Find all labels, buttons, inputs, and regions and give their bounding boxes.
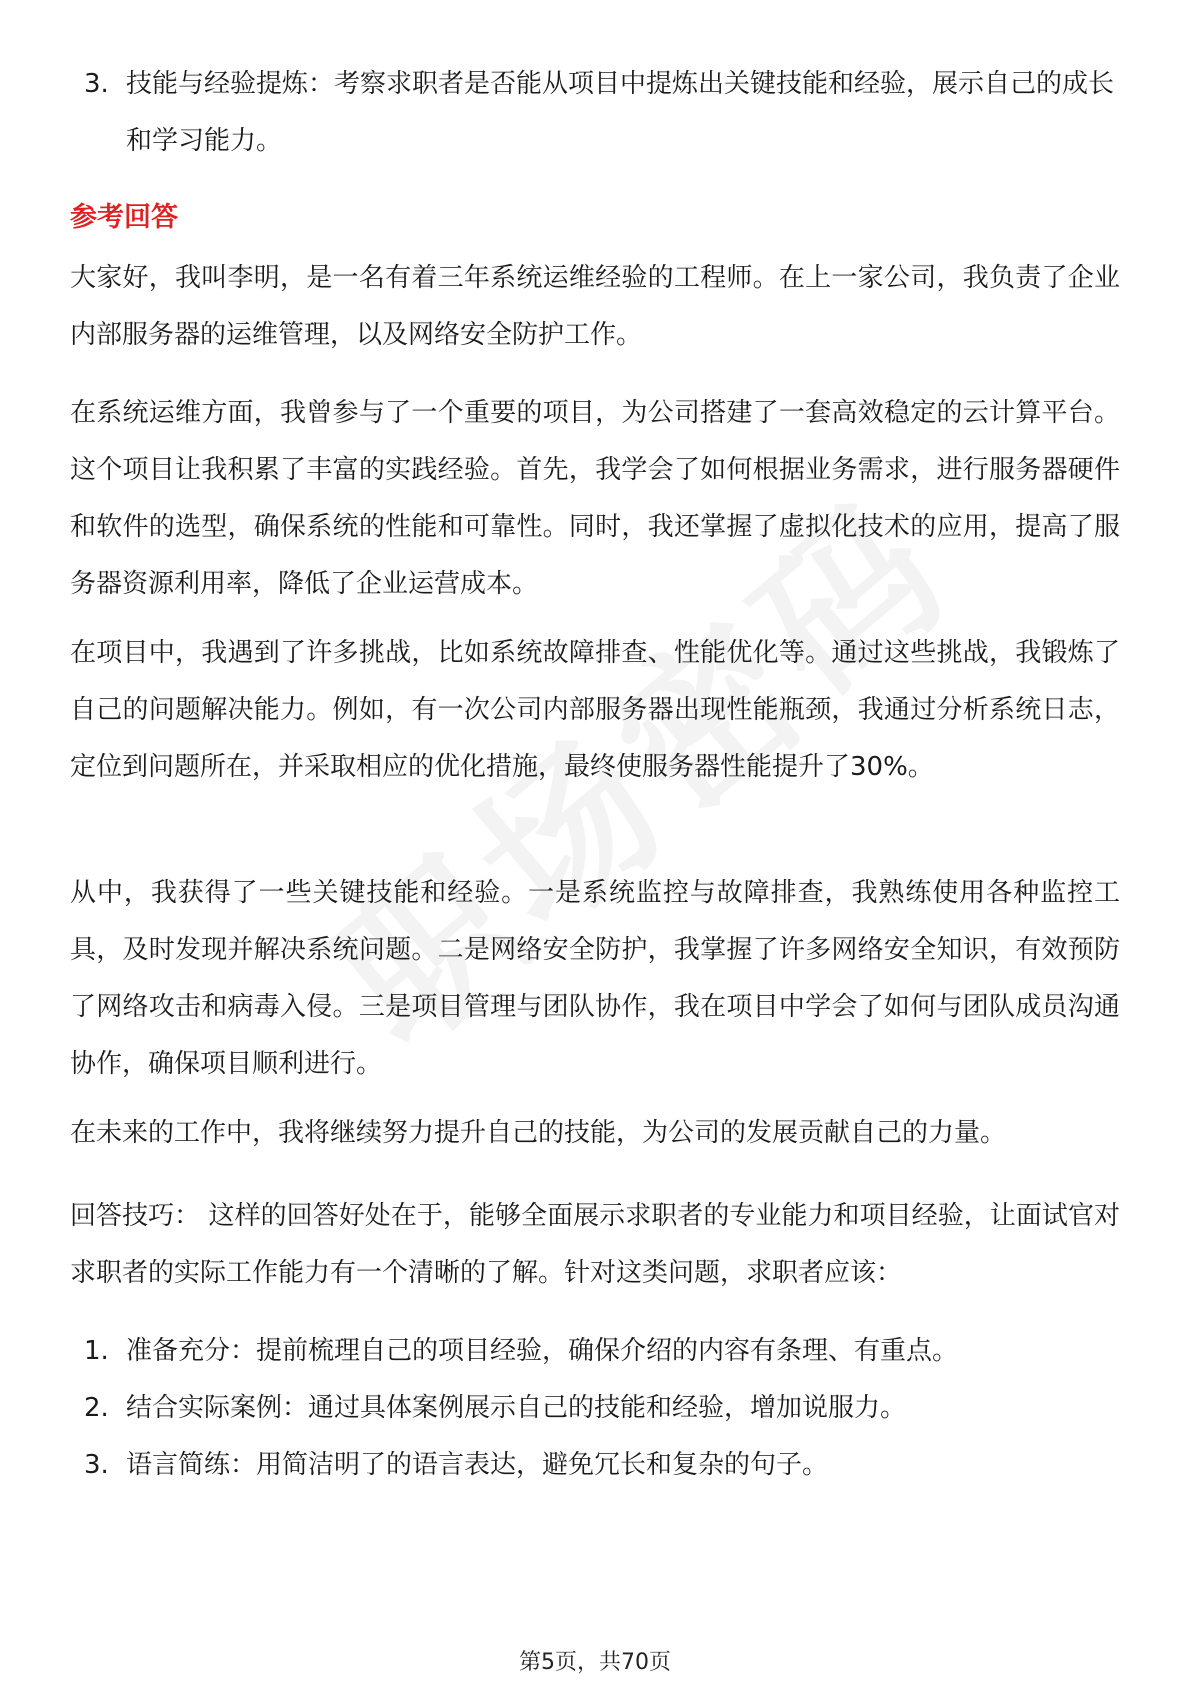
list-text: 准备充分：提前梳理自己的项目经验，确保介绍的内容有条理、有重点。 xyxy=(126,1336,959,1366)
list-number: 1. xyxy=(84,1336,109,1366)
paragraph-project: 在系统运维方面，我曾参与了一个重要的项目，为公司搭建了一套高效稳定的云计算平台。这个项目让我积累了丰富的实践经验。首先，我学会了如何根据业务需求，进行服务器硬件和软件的选型，确保系统的性能和可靠性。同时，我还掌握了虚拟化技术的应用，提高了服务器资源利用率，降低了企业运营成本。 xyxy=(70,398,1120,599)
tips-list-item xyxy=(70,1323,1120,1380)
paragraph-future: 在未来的工作中，我将继续努力提升自己的技能，为公司的发展贡献自己的力量。 xyxy=(70,1118,1007,1148)
list-text: 语言简练：用简洁明了的语言表达，避免冗长和复杂的句子。 xyxy=(126,1450,829,1480)
list-text: 技能与经验提炼：考察求职者是否能从项目中提炼出关键技能和经验，展示自己的成长和学习能力。 xyxy=(126,69,1115,156)
list-number: 3. xyxy=(84,1450,109,1480)
list-number: 2. xyxy=(84,1393,109,1423)
paragraph-challenges: 在项目中，我遇到了许多挑战，比如系统故障排查、性能优化等。通过这些挑战，我锻炼了自己的问题解决能力。例如，有一次公司内部服务器出现性能瓶颈，我通过分析系统日志，定位到问题所在，并采取相应的优化措施，最终使服务器性能提升了30%。 xyxy=(70,638,1120,782)
intro-list-item xyxy=(70,56,1120,170)
tips-list-item xyxy=(70,1380,1120,1437)
list-number: 3. xyxy=(84,69,109,99)
section-title: 参考回答 xyxy=(70,202,178,233)
paragraph-tips: 回答技巧： 这样的回答好处在于，能够全面展示求职者的专业能力和项目经验，让面试官对求职者的实际工作能力有一个清晰的了解。针对这类问题，求职者应该： xyxy=(70,1201,1120,1288)
list-text: 结合实际案例：通过具体案例展示自己的技能和经验，增加说服力。 xyxy=(126,1393,907,1423)
paragraph-skills: 从中，我获得了一些关键技能和经验。一是系统监控与故障排查，我熟练使用各种监控工具，及时发现并解决系统问题。二是网络安全防护，我掌握了许多网络安全知识，有效预防了网络攻击和病毒入侵。三是项目管理与团队协作，我在项目中学会了如何与团队成员沟通协作，确保项目顺利进行。 xyxy=(70,878,1120,1079)
tips-list-item xyxy=(70,1437,1120,1494)
page-footer: 第5页，共70页 xyxy=(519,1650,671,1675)
paragraph-intro: 大家好，我叫李明，是一名有着三年系统运维经验的工程师。在上一家公司，我负责了企业内部服务器的运维管理，以及网络安全防护工作。 xyxy=(70,263,1120,350)
